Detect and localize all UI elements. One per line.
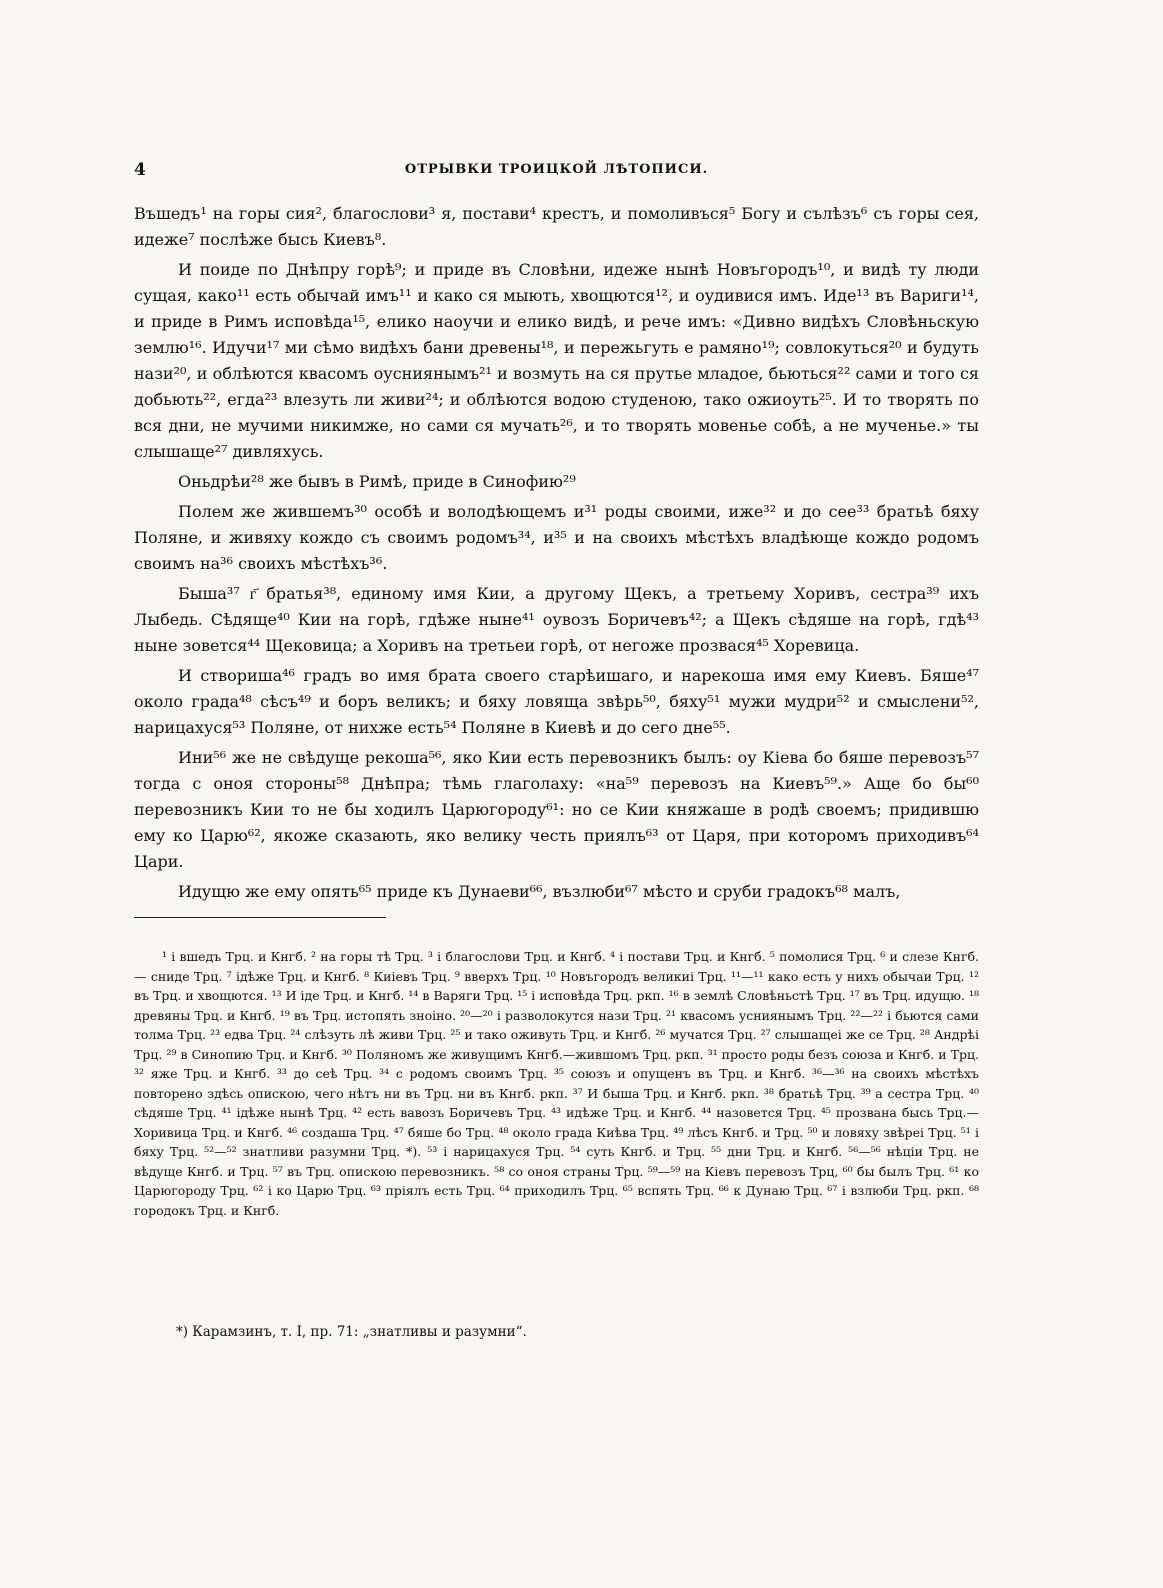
paragraph: И створиша⁴⁶ градъ во имя брата своего старѣишаго, и нарекоша имя ему Киевъ. Бяше⁴⁷ около града⁴⁸ сѣсъ⁴⁹ и боръ великъ; и бяху ловяща звѣрь⁵⁰, бяху⁵¹ мужи мудри⁵² и смыслени⁵², нарицахуся⁵³ Поляне, от нихже есть⁵⁴ Поляне в Киевѣ и до сего дне⁵⁵.: [134, 666, 979, 737]
paragraph: Въшедъ¹ на горы сия², благослови³ я, постави⁴ крестъ, и помоливъся⁵ Богу и сълѣзъ⁶ съ горы сея, идеже⁷ послѣже бысь Киевъ⁸.: [134, 204, 979, 249]
footnote-divider: [134, 917, 386, 918]
editor-footnote: *) Карамзинъ, т. I, пр. 71: „знатливы и разумни“.: [176, 1324, 527, 1340]
paragraph: Быша³⁷ г҃ братья³⁸, единому имя Кии, а другому Щекъ, а третьему Хоривъ, сестра³⁹ ихъ Лыбедь. Сѣдяще⁴⁰ Кии на горѣ, гдѣже ныне⁴¹ оувозъ Боричевъ⁴²; а Щекъ сѣдяше на горѣ, гдѣ⁴³ ныне зовется⁴⁴ Щековица; а Хоривъ на третьеи горѣ, от негоже прозвася⁴⁵ Хоревица.: [134, 584, 979, 655]
main-text: [134, 201, 979, 909]
paragraph: И поиде по Днѣпру горѣ⁹; и приде въ Словѣни, идеже нынѣ Новъгородъ¹⁰, и видѣ ту люди сущая, како¹¹ есть обычай имъ¹¹ и како ся мыють, хвощются¹², и оудивися имъ. Иде¹³ въ Вариги¹⁴, и приде в Римъ исповѣда¹⁵, елико наоучи и елико видѣ, и рече имъ: «Дивно видѣхъ Словѣньскую землю¹⁶. Идучи¹⁷ ми сѣмо видѣхъ бани древены¹⁸, и пережьгуть е рамяно¹⁹; совлокуться²⁰ и будуть нази²⁰, и облѣются квасомъ оусниянымъ²¹ и возмуть на ся прутье младое, бьються²² сами и того ся добьють²², егда²³ влезуть ли живи²⁴; и облѣются водою студеною, тако ожиоуть²⁵. И то творять по вся дни, не мучими никимже, но сами ся мучать²⁶, и то творять мовенье собѣ, а не мученье.» ты слышаще²⁷ дивляхусь.: [134, 260, 979, 461]
page-number: 4: [134, 160, 146, 180]
page-header: [134, 160, 979, 184]
paragraph: Идущю же ему опять⁶⁵ приде къ Дунаеви⁶⁶, възлюби⁶⁷ мѣсто и сруби градокъ⁶⁸ малъ,: [178, 882, 901, 901]
paragraph: Ини⁵⁶ же не свѣдуще рекоша⁵⁶, яко Кии есть перевозникъ былъ: оу Кіева бо бяше перевозъ⁵⁷ тогда с оноя стороны⁵⁸ Днѣпра; тѣмь глаголаху: «на⁵⁹ перевозъ на Киевъ⁵⁹.» Аще бо бы⁶⁰ перевозникъ Кии то не бы ходилъ Царюгороду⁶¹: но се Кии княжаше в родѣ своемъ; придившю ему ко Царю⁶², якоже сказають, яко велику честь приялъ⁶³ от Царя, при которомъ приходивъ⁶⁴ Цари.: [134, 748, 979, 871]
paragraph: Полем же жившемъ³⁰ особѣ и володѣющемъ и³¹ роды своими, иже³² и до сее³³ братьѣ бяху Поляне, и живяху кождо съ своимъ родомъ³⁴, и³⁵ и на своихъ мѣстѣхъ владѣюще кождо родомъ своимъ на³⁶ своихъ мѣстѣхъ³⁶.: [134, 502, 979, 573]
paragraph: Оньдрѣи²⁸ же бывъ в Римѣ, приде в Синофию²⁹: [178, 472, 576, 491]
footnotes: ¹ і вшедъ Трц. и Кнгб. ² на горы тѣ Трц. ³ і благослови Трц. и Кнгб. ⁴ і постави Трц. и Кнгб. ⁵ помолися Трц. ⁶ и слезе Кнгб. — сниде Трц. ⁷ ідѣже Трц. и Кнгб. ⁸ Киіевъ Трц. ⁹ вверхъ Трц. ¹⁰ Новъгородъ великиі Трц. ¹¹—¹¹ како есть у нихъ обычаи Трц. ¹² въ Трц. и хвощются. ¹³ И іде Трц. и Кнгб. ¹⁴ в Варяги Трц. ¹⁵ і исповѣда Трц. ркп. ¹⁶ в землѣ Словѣньстѣ Трц. ¹⁷ въ Трц. идущю. ¹⁸ древяны Трц. и Кнгб. ¹⁹ въ Трц. истопять зноіно. ²⁰—²⁰ і разволокутся нази Трц. ²¹ квасомъ усниянымъ Трц. ²²—²² і бьются сами толма Трц. ²³ едва Трц. ²⁴ слѣзуть лѣ живи Трц. ²⁵ и тако оживуть Трц. и Кнгб. ²⁶ мучатся Трц. ²⁷ слышащеі же се Трц. ²⁸ Андрѣі Трц. ²⁹ в Синопию Трц. и Кнгб. ³⁰ Поляномъ же живущимъ Кнгб.—жившомъ Трц. ркп. ³¹ просто роды безъ союза и Кнгб. и Трц. ³² яже Трц. и Кнгб. ³³ до сеѣ Трц. ³⁴ с родомъ своимъ Трц. ³⁵ союзъ и опущенъ въ Трц. и Кнгб. ³⁶—³⁶ на своихъ мѣстѣхъ повторено здѣсь опискою, чего нѣтъ ни въ Трц. ни въ Кнгб. ркп. ³⁷ И быша Трц. и Кнгб. ркп. ³⁸ братьѣ Трц. ³⁹ а сестра Трц. ⁴⁰ сѣдяше Трц. ⁴¹ ідѣже нынѣ Трц. ⁴² есть вавозъ Боричевъ Трц. ⁴³ идѣже Трц. и Кнгб. ⁴⁴ назовется Трц. ⁴⁵ прозвана бысь Трц.—Хоривица Трц. и Кнгб. ⁴⁶ создаша Трц. ⁴⁷ бяше бо Трц. ⁴⁸ около града Киѣва Трц. ⁴⁹ лѣсъ Кнгб. и Трц. ⁵⁰ и ловяху звѣреі Трц. ⁵¹ і бяху Трц. ⁵²—⁵² знатливи разумни Трц. *). ⁵³ і нарицахуся Трц. ⁵⁴ суть Кнгб. и Трц. ⁵⁵ дни Трц. и Кнгб. ⁵⁶—⁵⁶ нѣціи Трц. не вѣдуще Кнгб. и Трц. ⁵⁷ въ Трц. опискою перевозникъ. ⁵⁸ со оноя страны Трц. ⁵⁹—⁵⁹ на Кіевъ перевозъ Трц, ⁶⁰ бы былъ Трц. ⁶¹ ко Царюгороду Трц. ⁶² і ко Царю Трц. ⁶³ пріялъ есть Трц. ⁶⁴ приходилъ Трц. ⁶⁵ вспять Трц. ⁶⁶ к Дунаю Трц. ⁶⁷ і взлюби Трц. ркп. ⁶⁸ городокъ Трц. и Кнгб.: [134, 949, 979, 1218]
running-title: ОТРЫВКИ ТРОИЦКОЙ ЛѢТОПИСИ.: [404, 162, 709, 177]
